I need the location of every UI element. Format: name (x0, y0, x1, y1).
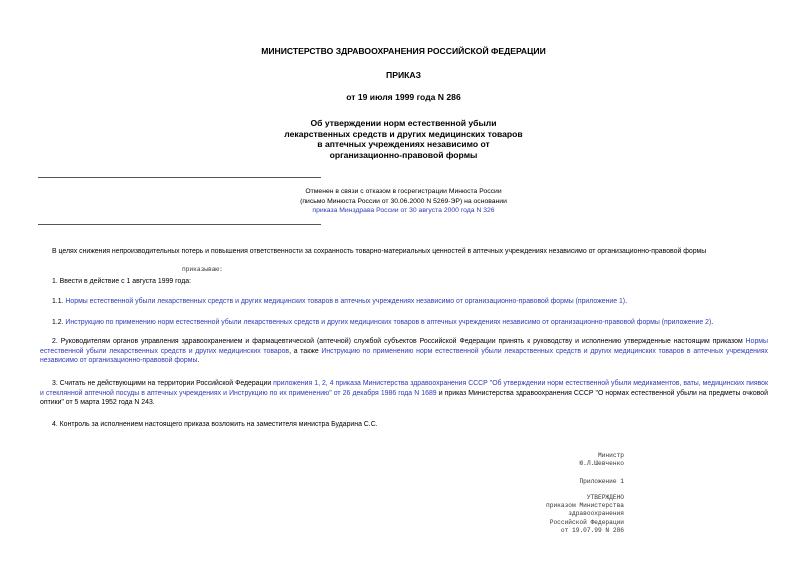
divider-bottom (38, 224, 321, 225)
title-line: в аптечных учреждениях независимо от (317, 139, 490, 150)
title-line: Об утверждении норм естественной убыли (310, 118, 497, 128)
approval-line: здравоохранения (568, 510, 624, 518)
paragraph-3-end: и приказ Министерства здравоохранения СССР "О нормах естественной убыли на предметы очковой оптики" от 5 марта 1952 года N 243. (40, 389, 768, 407)
paragraph-1-1 (52, 297, 768, 307)
document-date: от 19 июля 1999 года N 286 (346, 92, 461, 102)
divider-top (38, 177, 321, 178)
instruction-link-2[interactable]: Инструкцию по применению норм естественной убыли лекарственных средств и других медицинских товаров в аптечных учреждениях независимо от организационно-правовой формы (40, 347, 769, 365)
instruction-link[interactable]: Инструкцию по применению норм естественной убыли лекарственных средств и других медицинских товаров в аптечных учреждениях независимо от организационно-правовой формы (приложение 2) (65, 319, 712, 326)
paragraph-3-text: 3. Считать не действующими на территории Российской Федерации (52, 380, 274, 387)
paragraph-2-text: 2. Руководителям органов управления здравоохранением и фармацевтической (аптечной) службой субъектов Российской Федерации принять к руководству и исполнению утвержденные настоящим приказом (52, 338, 746, 345)
title-line: организационно-правовой формы (329, 149, 478, 160)
approval-line: от 19.07.99 N 286 (560, 526, 624, 534)
document-type: ПРИКАЗ (386, 70, 421, 80)
paragraph-2 (40, 337, 768, 366)
signature-role: Министр (598, 452, 624, 459)
paragraph-4: 4. Контроль за исполнением настоящего приказа возложить на заместителя министра Бударина С.С. (52, 421, 378, 428)
notice-line: (письмо Минюста России от 30.06.2000 N 5269-ЭР) на основании (300, 197, 507, 205)
signature-block (579, 452, 624, 468)
approval-line: приказом Министерства (546, 502, 624, 510)
paragraph-1-1-suffix: . (625, 298, 628, 305)
paragraph-1: 1. Ввести в действие с 1 августа 1999 года: (52, 278, 191, 285)
paragraph-3 (40, 379, 768, 408)
ministry-heading: МИНИСТЕРСТВО ЗДРАВООХРАНЕНИЯ РОССИЙСКОЙ ФЕДЕРАЦИИ (261, 46, 546, 56)
paragraph-1-1-prefix: 1.1. (52, 298, 66, 305)
approval-line: УТВЕРЖДЕНО (586, 494, 624, 501)
signature-name: Ю.Л.Шевченко (579, 460, 624, 468)
paragraph-1-2-prefix: 1.2. (52, 319, 66, 326)
preamble: В целях снижения непроизводительных потерь и повышения ответственности за сохранность товарно-материальных ценностей в аптечных учреждениях независимо от организационно-правовой формы (52, 248, 707, 255)
paragraph-2-end: . (197, 357, 200, 365)
cancellation-order-link[interactable]: приказа Минздрава России от 30 августа 2000 года N 326 (312, 207, 495, 214)
paragraph-1-2-suffix: . (711, 319, 714, 326)
paragraph-2-mid: , а также (289, 347, 322, 355)
document-title (0, 118, 807, 160)
order-word: приказываю: (182, 266, 223, 273)
norms-link-2[interactable]: Нормы естественной убыли лекарственных средств и других медицинских товаров (40, 338, 768, 355)
appendix-label: Приложение 1 (579, 478, 624, 485)
paragraph-1-2 (52, 318, 768, 328)
norms-link[interactable]: Нормы естественной убыли лекарственных средств и других медицинских товаров в аптечных учреждениях независимо от организационно-правовой формы (приложение 1) (65, 298, 626, 305)
approval-line: Российской Федерации (549, 518, 624, 526)
cancellation-notice (0, 187, 807, 216)
ussr-order-link[interactable]: приложения 1, 2, 4 приказа Министерства здравоохранения СССР "Об утверждении норм естественной убыли медикаментов, ваты, медицинских пиявок и стеклянной аптечной посуды в аптечных учреждениях и Инструкцию по их применению" от 26 декабря 1986 года N 1689 (40, 380, 768, 397)
title-line: лекарственных средств и других медицинских товаров (284, 128, 523, 139)
notice-line: Отменен в связи с отказом в госрегистрации Минюста России (305, 188, 502, 195)
approval-block (546, 494, 624, 535)
